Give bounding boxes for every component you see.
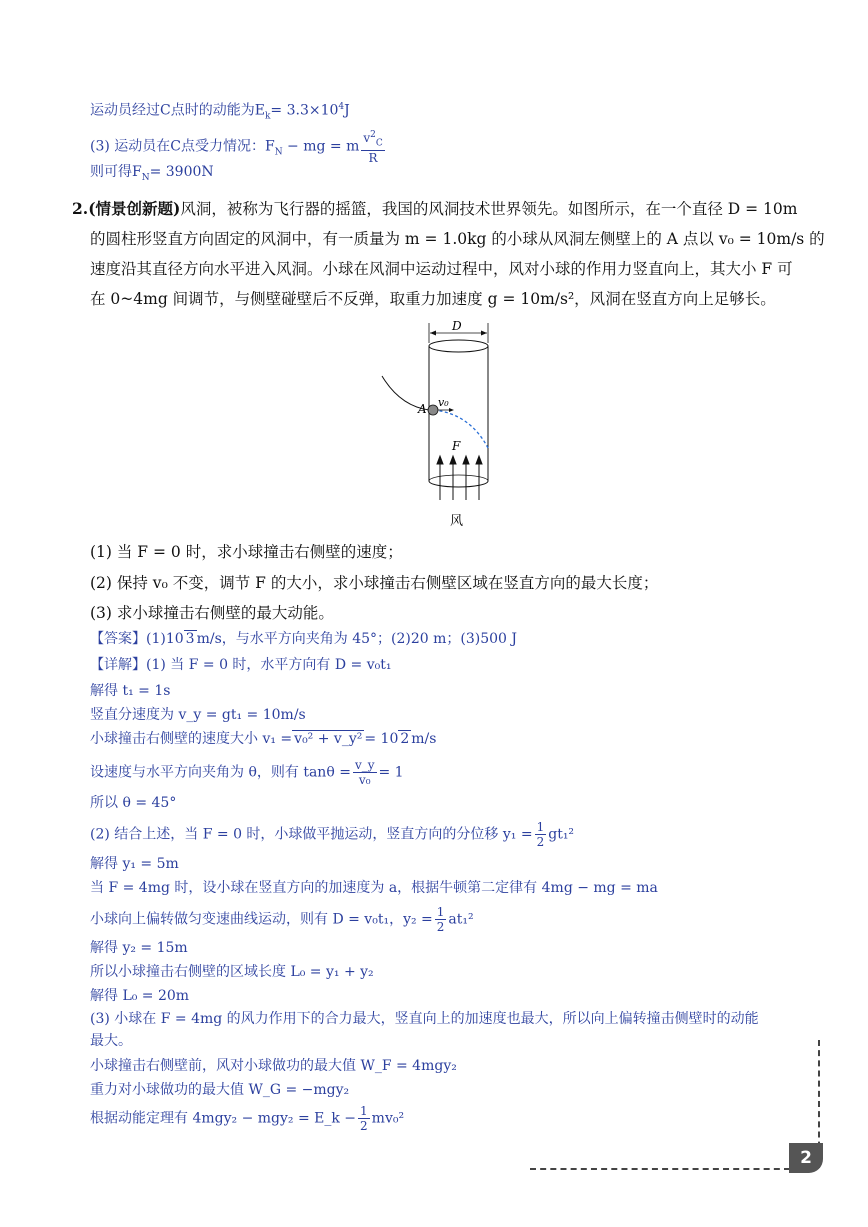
wind-tunnel-figure bbox=[370, 318, 530, 533]
solution-line-11: 解得 y₂ = 15m bbox=[90, 940, 188, 956]
solution-line-6: 所以 θ = 45° bbox=[90, 795, 177, 811]
page-border-horizontal bbox=[530, 1168, 790, 1170]
label-D: D bbox=[452, 319, 462, 333]
label-wind: 风 bbox=[450, 514, 464, 529]
solution-line-3: 竖直分速度为 v_y = gt₁ = 10m/s bbox=[90, 707, 306, 723]
solution-line-15: 最大。 bbox=[90, 1033, 132, 1049]
question-3: (3) 求小球撞击右侧壁的最大动能。 bbox=[90, 604, 334, 622]
problem-line-3: 速度沿其直径方向水平进入风洞。小球在风洞中运动过程中，风对小球的作用力竖直向上，其大小 F 可 bbox=[90, 260, 793, 278]
solution-line-16: 小球撞击右侧壁前，风对小球做功的最大值 W_F = 4mgy₂ bbox=[90, 1058, 457, 1074]
solution-line-17: 重力对小球做功的最大值 W_G = −mgy₂ bbox=[90, 1082, 350, 1098]
problem-line-2: 的圆柱形竖直方向固定的风洞中，有一质量为 m = 1.0kg 的小球从风洞左侧壁上的 A 点以 v₀ = 10m/s 的 bbox=[90, 230, 825, 248]
page-number: 2 bbox=[789, 1143, 823, 1173]
solution-line-9: 当 F = 4mg 时，设小球在竖直方向的加速度为 a，根据牛顿第二定律有 4mg − mg = ma bbox=[90, 880, 658, 896]
label-F: F bbox=[452, 439, 461, 453]
problem-line-1: 2.(情景创新题)风洞，被称为飞行器的摇篮，我国的风洞技术世界领先。如图所示，在一个直径 D = 10m bbox=[72, 199, 798, 218]
solution-line-12: 所以小球撞击右侧壁的区域长度 L₀ = y₁ + y₂ bbox=[90, 964, 374, 980]
solution-line-14: (3) 小球在 F = 4mg 的风力作用下的合力最大，竖直向上的加速度也最大，所以向上偏转撞击侧壁时的动能 bbox=[90, 1011, 759, 1027]
answer-line: 【答案】(1)10 3 m/s，与水平方向夹角为 45°；(2)20 m；(3)500 J bbox=[90, 631, 518, 647]
solution-line-2: 解得 t₁ = 1s bbox=[90, 683, 171, 699]
question-2: (2) 保持 v₀ 不变，调节 F 的大小，求小球撞击右侧壁区域在竖直方向的最大长度； bbox=[90, 574, 659, 592]
label-v0: v₀ bbox=[438, 396, 449, 409]
solution-line-1: 【详解】(1) 当 F = 0 时，水平方向有 D = v₀t₁ bbox=[90, 657, 392, 673]
wind-arrows bbox=[437, 456, 482, 500]
solution-line-8: 解得 y₁ = 5m bbox=[90, 856, 179, 872]
solution-line-13: 解得 L₀ = 20m bbox=[90, 988, 190, 1004]
solution-line-4: 小球撞击右侧壁的速度大小 v₁ = v₀² + v_y² = 10 2 m/s bbox=[90, 731, 437, 747]
solution-line-7: (2) 结合上述，当 F = 0 时，小球做平抛运动，竖直方向的分位移 y₁ = $\frac{1}{2}$ gt₁² bbox=[90, 820, 575, 849]
solution-line-18: 根据动能定理有 4mgy₂ − mgy₂ = E_k − $\frac{1}{2}$ mv₀² bbox=[90, 1104, 405, 1133]
prev-line-1: 运动员经过C点时的动能为$E_k= 3.3\times 10^4J$ bbox=[90, 102, 350, 122]
prev-line-3: 则可得$F_N= 3900N$ bbox=[90, 164, 214, 183]
problem-line-4: 在 0~4mg 间调节，与侧壁碰壁后不反弹，取重力加速度 g = 10m/s²，风洞在竖直方向上足够长。 bbox=[90, 290, 776, 308]
solution-line-5: 设速度与水平方向夹角为 θ，则有 tanθ = $\frac{v\_y}{\text{v₀}}$ = 1 bbox=[90, 758, 404, 787]
label-A: A bbox=[418, 402, 427, 416]
solution-line-10: 小球向上偏转做匀变速曲线运动，则有 D = v₀t₁，y₂ = $\frac{1}{2}$ at₁² bbox=[90, 905, 474, 934]
prev-line-2: (3) 运动员在C点受力情况：$F_N$ − mg = m $\frac{v^2_C}{R}$ bbox=[90, 130, 383, 166]
question-1: (1) 当 F = 0 时，求小球撞击右侧壁的速度； bbox=[90, 543, 403, 561]
